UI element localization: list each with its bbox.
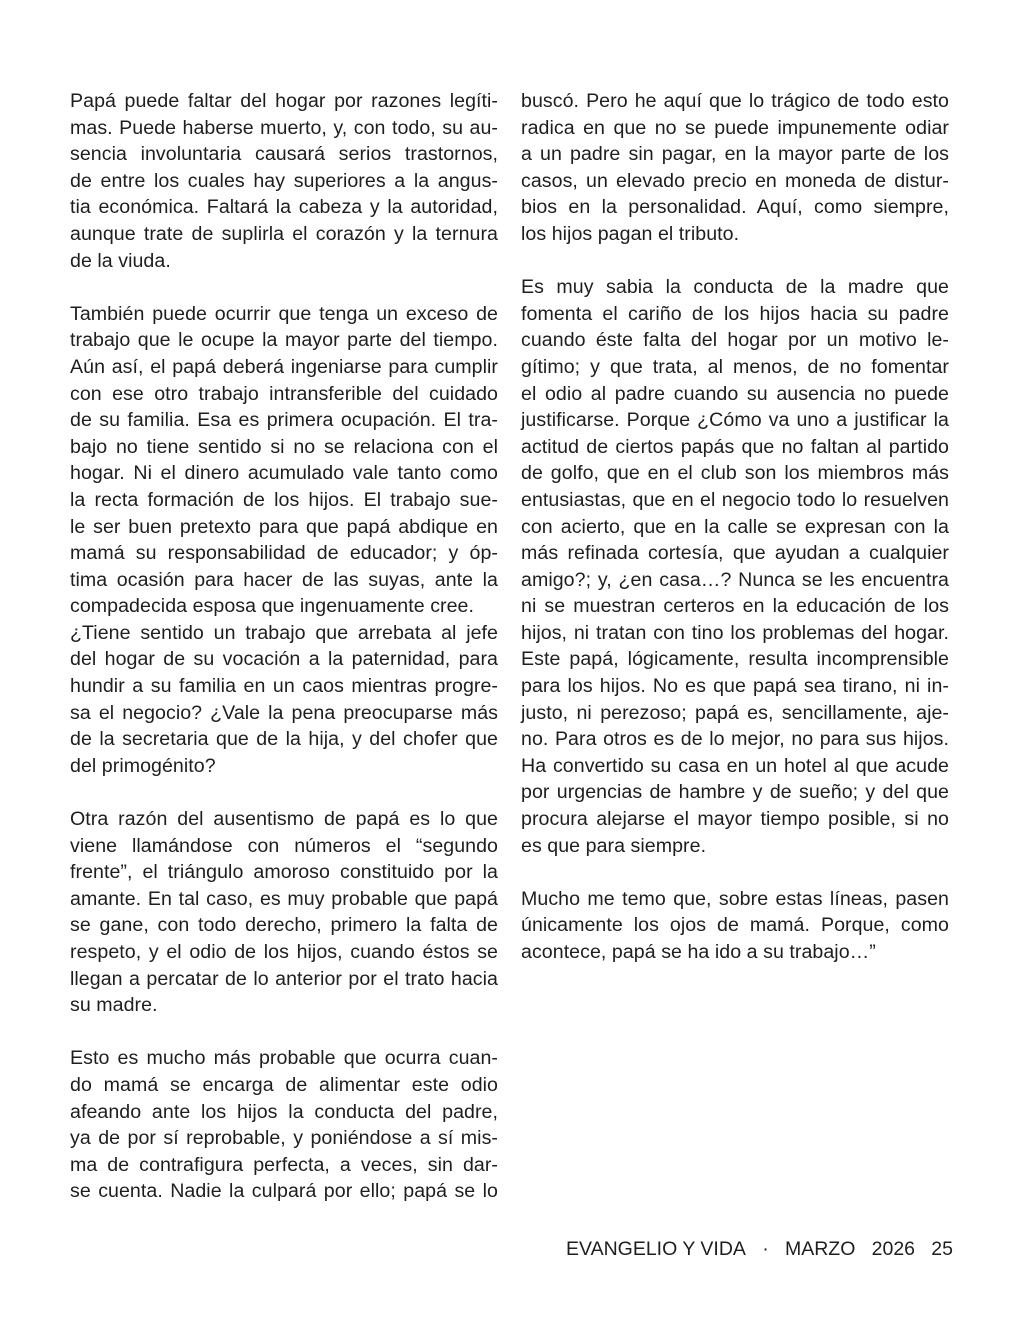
text-line: del primogénito? [70, 754, 216, 777]
text-line: su madre. [70, 994, 158, 1017]
text-line: entusiastas, que en el negocio todo lo resuelven [521, 488, 949, 511]
text-line: tima ocasión para hacer de las suyas, ante la [70, 568, 498, 591]
text-line: acontece, papá se ha ido a su trabajo…” [521, 941, 876, 963]
text-line: compadecida esposa que ingenuamente cree. [70, 595, 474, 618]
text-line: de su familia. Esa es primera ocupación. El tra- [70, 409, 498, 432]
text-line: hogar. Ni el dinero acumulado vale tanto como [70, 462, 498, 485]
text-line: buscó. Pero he aquí que lo trágico de todo esto [521, 90, 949, 112]
text-line: no. Para otros es de lo mejor, no para sus hijos. [521, 728, 949, 751]
text-line: únicamente los ojos de mamá. Porque, como [521, 914, 949, 937]
text-line: de la secretaria que de la hija, y del chofer que [70, 728, 498, 751]
text-line: amigo?; y, ¿en casa…? Nunca se les encuentra [521, 568, 949, 591]
text-line: casos, un elevado precio en moneda de distur- [521, 169, 949, 192]
issue-month: MARZO [784, 1238, 856, 1260]
magazine-title: EVANGELIO Y VIDA [566, 1238, 746, 1260]
text-line: ¿Tiene sentido un trabajo que arrebata al jefe [70, 621, 498, 644]
text-line: se gane, con todo derecho, primero la falta de [70, 914, 498, 937]
text-line: de entre los cuales hay superiores a la angus- [70, 169, 498, 192]
text-line: Esto es mucho más probable que ocurra cuan- [70, 1047, 498, 1070]
text-line: Mucho me temo que, sobre estas líneas, pasen [521, 887, 949, 910]
text-line: ni se muestran certeros en la educación de los [521, 595, 949, 618]
text-line: le ser buen pretexto para que papá abdique en [70, 515, 498, 538]
text-line: mamá su responsabilidad de educador; y óp- [70, 542, 498, 565]
right-column [521, 88, 949, 966]
footer-separator: · [762, 1238, 769, 1260]
text-line: con acierto, que en la calle se expresan con la [521, 515, 949, 538]
text-line: También puede ocurrir que tenga un exceso de [70, 302, 498, 325]
text-line: Aún así, el papá deberá ingeniarse para cumplir [70, 355, 498, 378]
text-line: tia económica. Faltará la cabeza y la autoridad, [70, 196, 498, 219]
left-column [70, 88, 498, 1205]
text-line: viene llamándose con números el “segundo [70, 834, 498, 857]
text-line: Este papá, lógicamente, resulta incomprensible [521, 648, 949, 671]
text-line: a un padre sin pagar, en la mayor parte de los [521, 143, 949, 166]
text-line: actitud de ciertos papás que no faltan al partido [521, 435, 949, 458]
text-line: Papá puede faltar del hogar por razones legíti- [70, 90, 498, 112]
text-line: se cuenta. Nadie la culpará por ello; papá se lo [70, 1180, 498, 1203]
text-line: hundir a su familia en un caos mientras progre- [70, 675, 498, 698]
paragraph [521, 274, 949, 859]
text-line: justificarse. Porque ¿Cómo va uno a justificar la [521, 409, 949, 432]
text-line: Otra razón del ausentismo de papá es lo que [70, 808, 498, 831]
text-line: para los hijos. No es que papá sea tirano, ni in- [521, 675, 949, 698]
text-line: radica en que no se puede impunemente odiar [521, 116, 949, 139]
text-line: los hijos pagan el tributo. [521, 222, 740, 245]
text-line: del hogar de su vocación a la paternidad, para [70, 648, 498, 671]
text-line: Es muy sabia la conducta de la madre que [521, 276, 949, 299]
text-line: sa el negocio? ¿Vale la pena preocuparse más [70, 701, 498, 724]
page-number: 25 [931, 1238, 953, 1260]
text-line: por urgencias de hambre y de sueño; y del que [521, 781, 949, 804]
paragraph [521, 886, 949, 966]
paragraph [521, 88, 949, 248]
text-line: con ese otro trabajo intransferible del cuidado [70, 382, 498, 405]
page-footer [566, 1236, 953, 1262]
paragraph [70, 1045, 498, 1205]
text-line: afeando ante los hijos la conducta del padre, [70, 1100, 498, 1123]
paragraph [70, 301, 498, 620]
paragraph [70, 620, 498, 780]
text-line: Ha convertido su casa en un hotel al que acude [521, 754, 949, 777]
text-line: sencia involuntaria causará serios trastornos, [70, 143, 498, 166]
text-line: de la viuda. [70, 249, 171, 272]
text-line: frente”, el triángulo amoroso constituido por la [70, 861, 498, 884]
text-line: de golfo, que en el club son los miembros más [521, 462, 949, 485]
text-line: do mamá se encarga de alimentar este odio [70, 1073, 498, 1096]
text-line: trabajo que le ocupe la mayor parte del tiempo. [70, 329, 498, 352]
paragraph [70, 88, 498, 274]
text-line: cuando éste falta del hogar por un motivo le- [521, 329, 949, 352]
text-line: mas. Puede haberse muerto, y, con todo, su au- [70, 116, 498, 139]
text-line: fomenta el cariño de los hijos hacia su padre [521, 302, 949, 325]
text-line: aunque trate de suplirla el corazón y la ternura [70, 222, 498, 245]
text-line: procura alejarse el mayor tiempo posible, si no [521, 808, 949, 831]
paragraph [70, 806, 498, 1019]
text-line: bajo no tiene sentido si no se relaciona con el [70, 435, 498, 458]
issue-year: 2026 [871, 1238, 916, 1260]
text-line: ya de por sí reprobable, y poniéndose a sí mis- [70, 1127, 498, 1150]
text-line: hijos, ni tratan con tino los problemas del hogar. [521, 621, 949, 644]
text-line: más refinada cortesía, que ayudan a cualquier [521, 542, 949, 565]
text-line: la recta formación de los hijos. El trabajo sue- [70, 488, 498, 511]
text-line: llegan a percatar de lo anterior por el trato hacia [70, 967, 498, 990]
text-line: el odio al padre cuando su ausencia no puede [521, 382, 949, 405]
text-line: bios en la personalidad. Aquí, como siempre, [521, 196, 949, 219]
text-line: es que para siempre. [521, 834, 707, 857]
text-line: justo, ni perezoso; papá es, sencillamente, aje- [521, 701, 949, 724]
text-line: amante. En tal caso, es muy probable que papá [70, 887, 498, 910]
text-line: ma de contrafigura perfecta, a veces, sin dar- [70, 1153, 498, 1176]
text-line: respeto, y el odio de los hijos, cuando éstos se [70, 941, 498, 963]
text-line: gítimo; y que trata, al menos, de no fomentar [521, 355, 949, 378]
